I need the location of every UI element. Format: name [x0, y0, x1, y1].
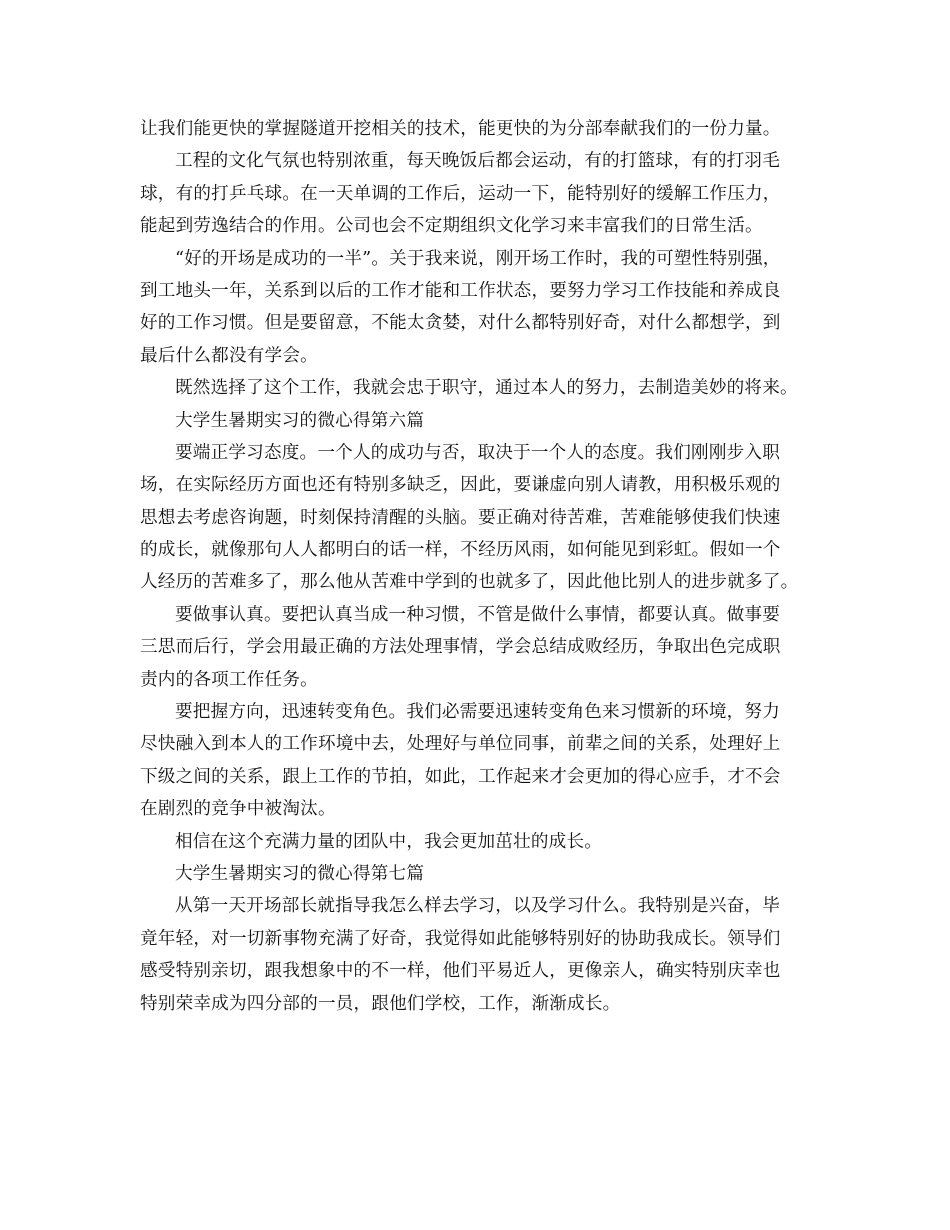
text-line: 到工地头一年，关系到以后的工作才能和工作状态，要努力学习工作技能和养成良: [140, 280, 781, 301]
text-line: 责内的各项工作任务。: [140, 669, 318, 690]
document-body: [140, 113, 820, 1020]
text-line: 在剧烈的竞争中被淘汰。: [140, 799, 336, 820]
text-line: 下级之间的关系，跟上工作的节拍，如此，工作起来才会更加的得心应手，才不会: [140, 766, 781, 787]
text-line: “好的开场是成功的一半”。关于我来说，刚开场工作时，我的可塑性特别强，: [175, 248, 781, 269]
text-line: 球，有的打乒乓球。在一天单调的工作后，运动一下，能特别好的缓解工作压力，: [140, 183, 781, 204]
text-line: 场，在实际经历方面也还有特别多缺乏，因此，要谦虚向别人请教，用积极乐观的: [140, 475, 781, 496]
text-line: 竟年轻，对一切新事物充满了好奇，我觉得如此能够特别好的协助我成长。领导们: [140, 928, 781, 949]
text-line: 好的工作习惯。但是要留意，不能太贪婪，对什么都特别好奇，对什么都想学，到: [140, 313, 781, 334]
text-line: 最后什么都没有学会。: [140, 345, 318, 366]
text-line: 从第一天开场部长就指导我怎么样去学习，以及学习什么。我特别是兴奋，毕: [175, 896, 780, 917]
text-line: 要把握方向，迅速转变角色。我们必需要迅速转变角色来习惯新的环境，努力: [175, 702, 780, 723]
text-line: 大学生暑期实习的微心得第六篇: [175, 410, 425, 431]
text-line: 特别荣幸成为四分部的一员，跟他们学校，工作，渐渐成长。: [140, 993, 621, 1014]
text-line: 要做事认真。要把认真当成一种习惯，不管是做什么事情，都要认真。做事要: [175, 604, 780, 625]
text-line: 能起到劳逸结合的作用。公司也会不定期组织文化学习来丰富我们的日常生活。: [140, 216, 763, 237]
text-line: 相信在这个充满力量的团队中，我会更加茁壮的成长。: [175, 831, 603, 852]
text-line: 三思而后行，学会用最正确的方法处理事情，学会总结成败经历，争取出色完成职: [140, 637, 781, 658]
text-line: 让我们能更快的掌握隧道开挖相关的技术，能更快的为分部奉献我们的一份力量。: [140, 119, 781, 139]
text-line: 大学生暑期实习的微心得第七篇: [175, 863, 425, 884]
text-line: 既然选择了这个工作，我就会忠于职守，通过本人的努力，去制造美妙的将来。: [175, 378, 798, 399]
text-line: 要端正学习态度。一个人的成功与否，取决于一个人的态度。我们刚刚步入职: [175, 442, 780, 463]
text-line: 感受特别亲切，跟我想象中的不一样，他们平易近人，更像亲人，确实特别庆幸也: [140, 961, 781, 982]
text-line: 工程的文化气氛也特别浓重，每天晚饭后都会运动，有的打篮球，有的打羽毛: [175, 151, 780, 172]
text-line: 思想去考虑咨询题，时刻保持清醒的头脑。要正确对待苦难，苦难能够使我们快速: [140, 507, 781, 528]
text-line: 人经历的苦难多了，那么他从苦难中学到的也就多了，因此他比别人的进步就多了。: [140, 572, 799, 593]
text-line: 的成长，就像那句人人都明白的话一样，不经历风雨，如何能见到彩虹。假如一个: [140, 540, 781, 561]
text-line: 尽快融入到本人的工作环境中去，处理好与单位同事，前辈之间的关系，处理好上: [140, 734, 781, 755]
